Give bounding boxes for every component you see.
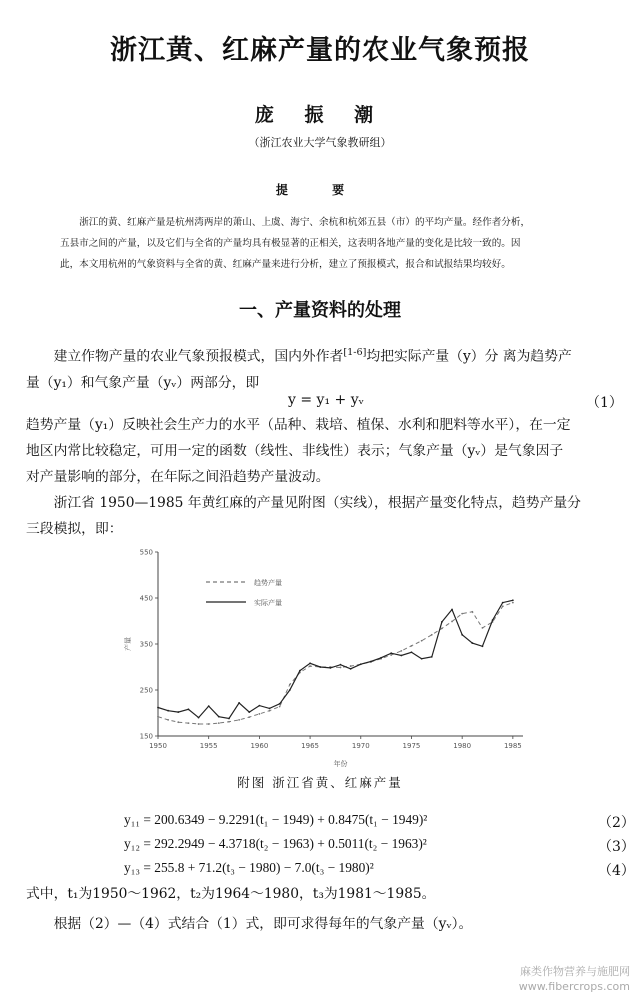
legend-label: 实际产量	[254, 599, 282, 607]
actual-yield-point	[461, 634, 463, 636]
actual-yield-point	[188, 708, 190, 710]
actual-yield-point	[340, 664, 342, 666]
abstract-body	[60, 212, 608, 275]
actual-yield-point	[228, 718, 230, 720]
author-name: 庞 振 潮	[254, 104, 386, 126]
trend-yield-point	[309, 665, 311, 667]
abstract-line: 此，本文用杭州的气象资料与全省的黄、红麻产量来进行分析，建立了预报模式，报合和试报结果均较好。	[60, 259, 511, 270]
actual-yield-point	[299, 670, 301, 672]
chart-plot	[157, 599, 514, 725]
x-tick-label: 1985	[503, 742, 522, 750]
actual-yield-point	[238, 702, 240, 704]
reference-marker: [1-6]	[343, 347, 367, 358]
trend-yield-point	[208, 723, 210, 725]
actual-yield-point	[390, 652, 392, 654]
y-tick-label: 450	[139, 594, 153, 603]
actual-yield-point	[248, 711, 250, 713]
actual-yield-point	[370, 661, 372, 663]
trend-yield-point	[502, 605, 504, 607]
chart-axes	[123, 549, 523, 769]
watermark-name: 麻类作物营养与施肥网	[520, 965, 630, 978]
trend-yield-point	[451, 621, 453, 623]
chart-legend	[206, 578, 282, 607]
formula-2: y₁₁ = 200.6349 − 9.2291(t₁ − 1949) + 0.8475(t₁ − 1949)²	[124, 812, 428, 827]
legend-label: 趋势产量	[254, 579, 282, 587]
trend-yield-point	[279, 706, 281, 708]
paragraph-text: 均把实际产量（y）分 离为趋势产	[366, 348, 572, 365]
paragraph-line: 地区内常比较稳定，可用一定的函数（线性、非线性）表示；气象产量（yᵥ）是气象因子	[26, 443, 564, 459]
abstract-line: 五县市之间的产量，以及它们与全省的产量均具有极显著的正相关，这表明各地产量的变化是比较一致的。因	[60, 238, 521, 249]
trend-yield-point	[340, 667, 342, 669]
formula-4-number: （4）	[598, 863, 635, 879]
paragraph-line: 对产量影响的部分，在年际之间沿趋势产量波动。	[26, 469, 330, 485]
actual-yield-point	[350, 668, 352, 670]
actual-yield-point	[492, 619, 494, 621]
paragraph-line: 三段模拟，即：	[26, 521, 123, 537]
y-axis-label: 产量	[124, 637, 132, 651]
actual-yield-point	[198, 717, 200, 719]
trend-yield-point	[177, 721, 179, 723]
abstract-heading: 提 要	[275, 183, 365, 197]
trend-yield-point	[400, 650, 402, 652]
actual-yield-point	[167, 710, 169, 712]
closing-sentence: 根据（2）—（4）式结合（1）式，即可求得每年的气象产量（yᵥ）。	[53, 916, 473, 932]
actual-yield-point	[512, 599, 514, 601]
trend-yield-point	[289, 684, 291, 686]
paragraph-line: 浙江省 1950—1985 年黄红麻的产量见附图（实线），根据产量变化特点，趋势产量分	[53, 495, 581, 511]
trend-yield-point	[188, 722, 190, 724]
actual-yield-point	[441, 621, 443, 623]
x-tick-label: 1960	[250, 742, 269, 750]
actual-yield-point	[400, 655, 402, 657]
trend-yield-point	[218, 722, 220, 724]
paragraph-2	[26, 412, 618, 490]
trend-yield-point	[258, 713, 260, 715]
x-tick-label: 1955	[199, 742, 218, 750]
actual-yield-point	[279, 703, 281, 705]
actual-yield-point	[289, 689, 291, 691]
actual-yield-point	[258, 705, 260, 707]
x-tick-label: 1975	[402, 742, 421, 750]
actual-yield-point	[269, 708, 271, 710]
actual-yield-point	[157, 707, 159, 709]
formula-3: y₁₂ = 292.2949 − 4.3718(t₂ − 1963) + 0.5011(t₂ − 1963)²	[124, 836, 427, 851]
trend-yield-point	[238, 719, 240, 721]
paragraph-line: 趋势产量（y₁）反映社会生产力的水平（品种、栽培、植保、水利和肥料等水平），在一定	[26, 417, 571, 433]
actual-yield-point	[319, 666, 321, 668]
paragraph-line	[26, 340, 618, 370]
formula-3-number: （3）	[598, 839, 635, 855]
actual-yield-point	[177, 711, 179, 713]
paragraph-text: 建立作物产量的农业气象预报模式，国内外作者	[53, 348, 344, 365]
y-tick-label: 250	[139, 686, 153, 695]
actual-yield-point	[421, 658, 423, 660]
trend-yield-point	[512, 602, 514, 604]
paper-title: 浙江黄、红麻产量的农业气象预报	[110, 35, 530, 66]
y-tick-label: 150	[139, 732, 153, 741]
paragraph-1	[26, 340, 618, 396]
actual-yield-point	[309, 662, 311, 664]
actual-yield-point	[208, 705, 210, 707]
x-axis-label: 年份	[333, 760, 348, 768]
yield-chart	[118, 540, 538, 770]
trend-yield-point	[269, 710, 271, 712]
actual-yield-point	[471, 642, 473, 644]
formula-4: y₁₃ = 255.8 + 71.2(t₃ − 1980) − 7.0(t₃ − 1980)²	[124, 860, 374, 875]
equation-1: y = y₁ + yᵥ	[288, 392, 364, 408]
section-heading: 一、产量资料的处理	[239, 300, 401, 321]
trend-yield-point	[390, 654, 392, 656]
trend-yield-point	[441, 627, 443, 629]
trend-yield-point	[198, 723, 200, 725]
formula-2-number: （2）	[598, 815, 635, 831]
trend-yield-point	[461, 613, 463, 615]
trend-yield-point	[421, 640, 423, 642]
x-tick-label: 1950	[149, 742, 167, 750]
actual-yield-point	[218, 716, 220, 718]
trend-yield-line	[158, 603, 513, 724]
trend-yield-point	[228, 721, 230, 723]
abstract-line: 浙江的黄、红麻产量是杭州湾两岸的萧山、上虞、海宁、余杭和杭郊五县（市）的平均产量。经作者分析，	[79, 217, 531, 228]
watermark	[519, 964, 630, 994]
y-tick-label: 350	[139, 640, 153, 649]
actual-yield-point	[329, 667, 331, 669]
trend-yield-point	[157, 716, 159, 718]
formula-explanation: 式中，t₁为1950～1962，t₂为1964～1980，t₃为1981～1985。	[26, 886, 436, 902]
x-tick-label: 1965	[301, 742, 319, 750]
actual-yield-point	[411, 651, 413, 653]
equation-1-number: （1）	[586, 395, 623, 411]
trend-yield-point	[411, 645, 413, 647]
actual-yield-point	[380, 657, 382, 659]
trend-yield-point	[167, 719, 169, 721]
x-tick-label: 1980	[453, 742, 472, 750]
y-tick-label: 550	[139, 548, 153, 557]
paragraph-3	[26, 490, 618, 542]
author-affiliation: （浙江农业大学气象教研组）	[248, 136, 392, 149]
figure-caption: 附图 浙江省黄、红麻产量	[237, 775, 403, 790]
actual-yield-point	[482, 645, 484, 647]
x-tick-label: 1970	[351, 742, 370, 750]
trend-yield-point	[248, 716, 250, 718]
actual-yield-point	[451, 609, 453, 611]
watermark-url: www.fibercrops.com	[518, 980, 630, 993]
actual-yield-point	[431, 656, 433, 658]
actual-yield-point	[502, 602, 504, 604]
trend-yield-point	[350, 665, 352, 667]
trend-yield-point	[471, 611, 473, 613]
actual-yield-line	[158, 600, 513, 718]
paragraph-line: 量（y₁）和气象产量（yᵥ）两部分，即	[26, 374, 260, 391]
actual-yield-point	[360, 663, 362, 665]
trend-yield-point	[431, 634, 433, 636]
trend-yield-point	[482, 627, 484, 629]
